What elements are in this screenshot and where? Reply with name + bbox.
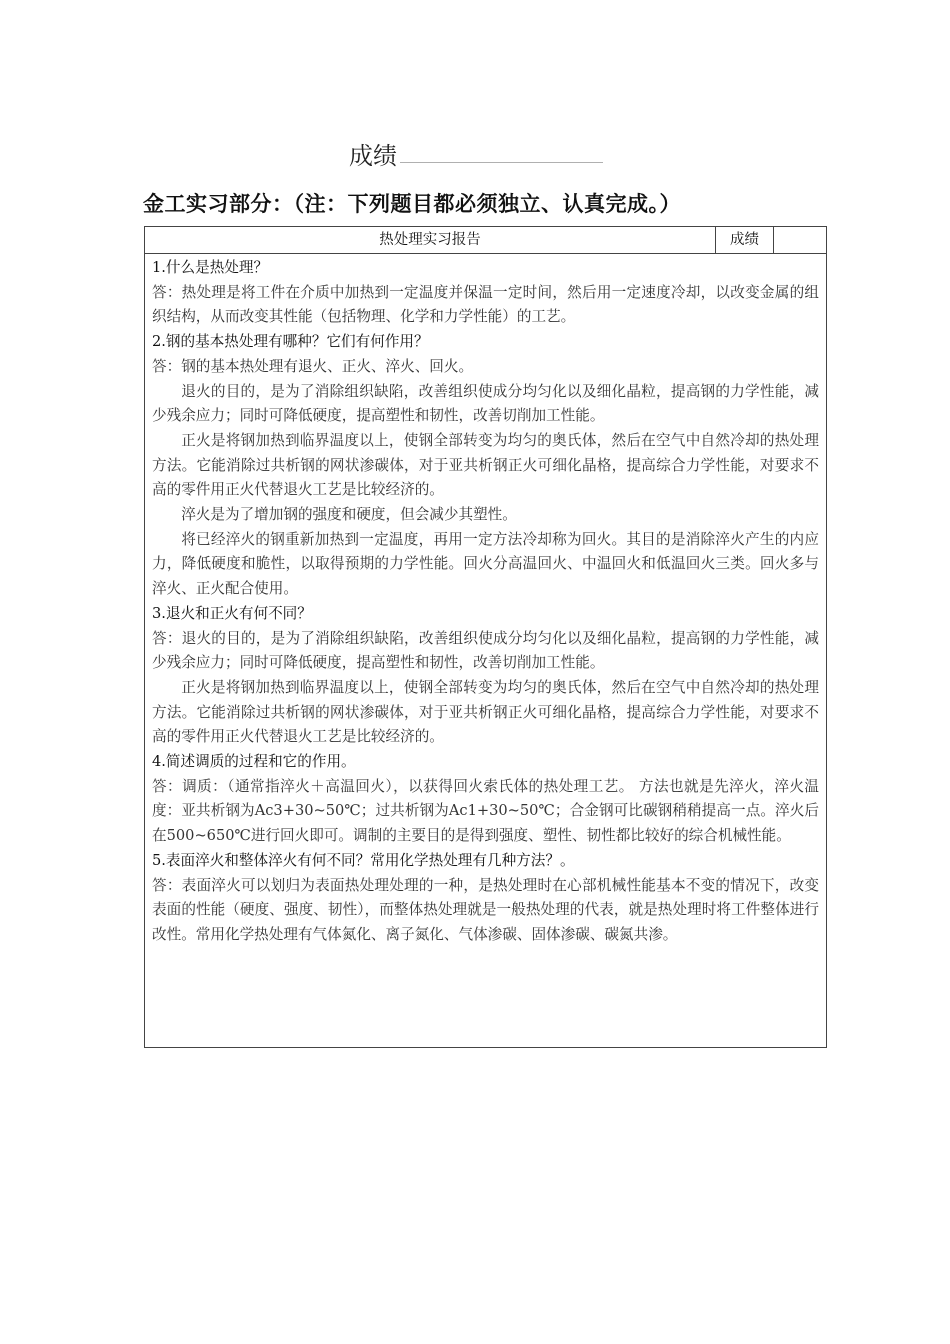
report-score-label: 成绩 xyxy=(716,227,774,253)
question-3: 3.退火和正火有何不同？ xyxy=(152,604,312,622)
answer-2-intro: 答：钢的基本热处理有退火、正火、淬火、回火。 xyxy=(152,357,474,375)
answer-2-annealing: 退火的目的，是为了消除组织缺陷，改善组织使成分均匀化以及细化晶粒，提高钢的力学性能，减少残余应力；同时可降低硬度，提高塑性和韧性，改善切削加工性能。 xyxy=(152,382,819,425)
answer-3-annealing: 答：退火的目的，是为了消除组织缺陷，改善组织使成分均匀化以及细化晶粒，提高钢的力学性能，减少残余应力；同时可降低硬度，提高塑性和韧性，改善切削加工性能。 xyxy=(152,629,819,672)
question-5: 5.表面淬火和整体淬火有何不同？常用化学热处理有几种方法？。 xyxy=(152,851,575,869)
answer-2-quenching: 淬火是为了增加钢的强度和硬度，但会减少其塑性。 xyxy=(181,506,517,524)
answer-5: 答：表面淬火可以划归为表面热处理处理的一种，是热处理时在心部机械性能基本不变的情况下，改变表面的性能（硬度、强度、韧性），而整体热处理就是一般热处理的代表，就是热处理时将工件整体进行改性。常用化学热处理有气体氮化、离子氮化、气体渗碳、固体渗碳、碳氮共渗。 xyxy=(152,876,819,943)
question-4: 4.简述调质的过程和它的作用。 xyxy=(152,753,356,771)
answer-1: 答：热处理是将工件在介质中加热到一定温度并保温一定时间，然后用一定速度冷却，以改变金属的组织结构，从而改变其性能（包括物理、化学和力学性能）的工艺。 xyxy=(152,283,819,326)
answer-2-tempering: 将已经淬火的钢重新加热到一定温度，再用一定方法冷却称为回火。其目的是消除淬火产生的内应力，降低硬度和脆性，以取得预期的力学性能。回火分高温回火、中温回火和低温回火三类。回火多与淬火、正火配合使用。 xyxy=(152,530,819,598)
question-1: 1.什么是热处理？ xyxy=(152,259,269,276)
question-2: 2.钢的基本热处理有哪种？它们有何作用？ xyxy=(152,333,429,351)
report-content xyxy=(145,254,826,948)
score-blank-line xyxy=(400,162,603,163)
report-header-row xyxy=(145,227,826,254)
answer-2-normalizing: 正火是将钢加热到临界温度以上，使钢全部转变为均匀的奥氏体，然后在空气中自然冷却的热处理方法。它能消除过共析钢的网状渗碳体，对于亚共析钢正火可细化晶格，提高综合力学性能，对要求不高的零件用正火代替退火工艺是比较经济的。 xyxy=(152,431,819,499)
answer-3-normalizing: 正火是将钢加热到临界温度以上，使钢全部转变为均匀的奥氏体，然后在空气中自然冷却的热处理方法。它能消除过共析钢的网状渗碳体，对于亚共析钢正火可细化晶格，提高综合力学性能，对要求不高的零件用正火代替退火工艺是比较经济的。 xyxy=(152,678,819,746)
report-title: 热处理实习报告 xyxy=(145,227,716,253)
top-score-label: 成绩 xyxy=(349,142,397,170)
report-table xyxy=(144,226,827,1048)
report-score-cell xyxy=(774,227,826,253)
answer-4: 答：调质：（通常指淬火＋高温回火），以获得回火索氏体的热处理工艺。 方法也就是先淬火，淬火温度：亚共析钢为Ac3+30~50℃；过共析钢为Ac1+30~50℃；合金钢可比碳钢稍稍提高一点。淬火后在500~650℃进行回火即可。调制的主要目的是得到强度、塑性、韧性都比较好的综合机械性能。 xyxy=(152,777,819,845)
section-title: 金工实习部分：（注：下列题目都必须独立、认真完成。） xyxy=(143,192,681,216)
